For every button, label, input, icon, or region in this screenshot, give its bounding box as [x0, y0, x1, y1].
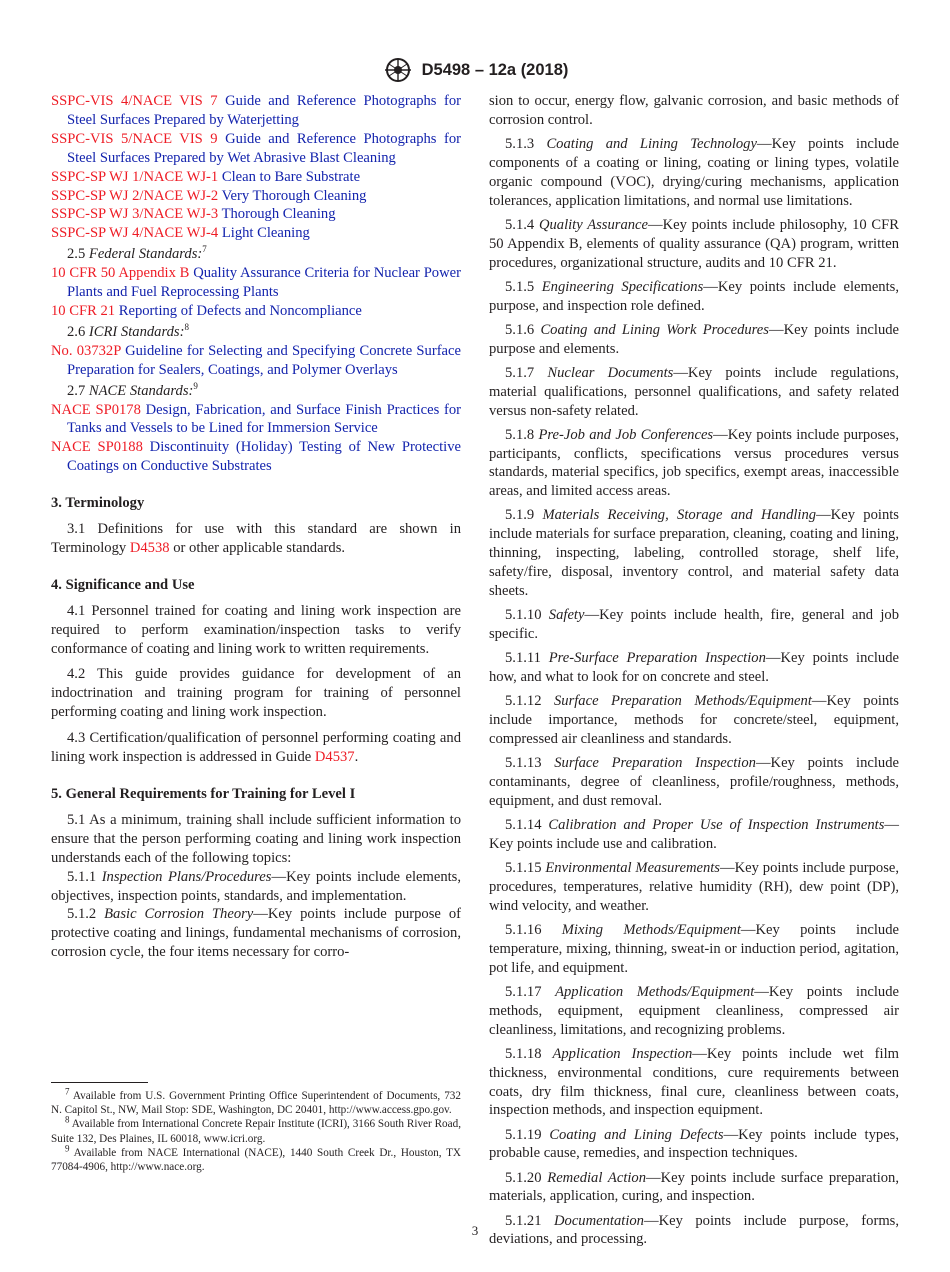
- paragraph-5-1-2: [51, 905, 461, 962]
- reference-title-link[interactable]: Light Cleaning: [221, 225, 310, 242]
- paragraph-continuation: sion to occur, energy flow, galvanic corrosion, and basic methods of corrosion control.: [489, 93, 899, 128]
- training-topic-item: [489, 1045, 899, 1121]
- paragraph-5-1: 5.1 As a minimum, training shall include sufficient information to ensure that the person performing coating and lining work inspection understands each of the following topics:: [51, 811, 461, 866]
- item-number: 5.1.4: [505, 216, 535, 233]
- reference-code-link[interactable]: SSPC-VIS 5/NACE VIS 9: [51, 130, 218, 147]
- training-topic-list: [489, 135, 899, 1249]
- item-term: Nuclear Documents: [547, 364, 674, 381]
- item-term: Pre-Surface Preparation Inspection: [548, 650, 766, 667]
- item-text: —Key points include purpose, procedures, temperatures, relative humidity (RH), dew point (DP), wind velocity, and weather.: [489, 859, 899, 914]
- section-heading-training: 5. General Requirements for Training for Level I: [51, 786, 356, 802]
- section-title: ICRI Standards:: [88, 323, 185, 340]
- item-number: 5.1.18: [505, 1045, 542, 1062]
- reference-item: [51, 168, 461, 187]
- item-number: 5.1.3: [505, 136, 535, 152]
- item-text: —Key points include importance, methods for concrete/steel, equipment, compressed air cleanliness and standards.: [489, 693, 899, 747]
- item-number: 5.1.19: [505, 1126, 542, 1143]
- reference-item: [51, 187, 461, 206]
- reference-title-link[interactable]: Discontinuity (Holiday) Testing of New Protective Coatings on Conductive Substrates: [67, 439, 461, 475]
- astm-logo-icon: [382, 57, 414, 83]
- training-topic-item: [489, 649, 899, 687]
- reference-item: [51, 342, 461, 380]
- footnote-9: [51, 1143, 461, 1174]
- item-number: 5.1.14: [505, 816, 542, 833]
- section-title: Federal Standards:: [88, 246, 203, 263]
- reference-code-link[interactable]: 10 CFR 50 Appendix B: [51, 265, 190, 282]
- item-term: Application Inspection: [552, 1045, 693, 1062]
- paragraph-3-1: [51, 520, 461, 558]
- training-topic-item: [489, 816, 899, 854]
- reference-title-link[interactable]: Thorough Cleaning: [221, 206, 336, 223]
- item-term: Materials Receiving, Storage and Handling: [542, 507, 817, 524]
- item-number: 5.1.8: [505, 426, 535, 443]
- reference-item: [51, 302, 461, 321]
- item-term: Pre-Job and Job Conferences: [538, 426, 714, 443]
- training-topic-item: [489, 1126, 899, 1164]
- paragraph-5-1-1: [51, 868, 461, 906]
- item-number: 5.1.13: [505, 755, 542, 772]
- footnote-mark: 9: [65, 1143, 70, 1154]
- reference-title-link[interactable]: Guide and Reference Photographs for Steel Surfaces Prepared by Wet Abrasive Blast Cleaning: [67, 130, 462, 166]
- reference-title-link[interactable]: Clean to Bare Substrate: [221, 168, 361, 185]
- reference-title-link[interactable]: Very Thorough Cleaning: [221, 187, 367, 204]
- footnote-divider: [51, 1082, 148, 1083]
- footnote-7: [51, 1086, 461, 1117]
- reference-title-link[interactable]: Quality Assurance Criteria for Nuclear Power Plants and Fuel Reprocessing Plants: [67, 265, 461, 301]
- reference-title-link[interactable]: Design, Fabrication, and Surface Finish Practices for Tanks and Vessels to be Lined for Immersion Service: [67, 401, 461, 437]
- item-term: Coating and Lining Defects: [549, 1126, 724, 1143]
- item-number: 5.1.10: [505, 607, 542, 624]
- item-term: Remedial Action: [547, 1169, 647, 1186]
- reference-item: [51, 92, 461, 130]
- footnote-mark: 7: [65, 1086, 70, 1097]
- item-number: 5.1.11: [505, 650, 541, 667]
- item-number: 5.1.1: [67, 868, 97, 885]
- footnote-mark: 9: [193, 380, 198, 391]
- item-term: Safety: [548, 607, 585, 624]
- item-term: Calibration and Proper Use of Inspection Instruments: [548, 816, 885, 833]
- paragraph-text: 3.1 Definitions for use with this standard are shown in Terminology: [51, 521, 461, 556]
- section-number: 2.6: [67, 323, 86, 340]
- footnote-mark: 8: [184, 322, 189, 333]
- reference-title-link[interactable]: Reporting of Defects and Noncompliance: [118, 302, 362, 319]
- item-text: —Key points include how, and what to look for on concrete and steel.: [489, 650, 900, 686]
- item-number: 5.1.12: [505, 693, 542, 710]
- section-number: 2.7: [67, 382, 86, 399]
- item-term: Application Methods/Equipment: [555, 983, 755, 1000]
- reference-code-link[interactable]: No. 03732P: [51, 342, 121, 359]
- item-term: Coating and Lining Work Procedures: [540, 321, 769, 338]
- item-term: Basic Corrosion Theory: [104, 906, 254, 923]
- subsection-heading-nace: [51, 382, 461, 401]
- training-topic-item: [489, 606, 899, 644]
- paragraph-text: 4.3 Certification/qualification of personnel performing coating and lining work inspection is addressed in Guide: [51, 730, 461, 766]
- reference-code-link[interactable]: NACE SP0178: [51, 401, 141, 418]
- training-topic-item: [489, 321, 899, 359]
- item-text: —Key points include surface preparation, materials, application, curing, and inspection.: [489, 1169, 899, 1205]
- training-topic-item: [489, 426, 899, 502]
- item-term: Environmental Measurements: [545, 859, 720, 876]
- item-term: Surface Preparation Methods/Equipment: [553, 693, 812, 710]
- item-number: 5.1.5: [505, 278, 535, 295]
- page-number: 3: [471, 1223, 479, 1238]
- item-text: —Key points include wet film thickness, environmental conditions, cure requirements between coats, dry film thickness, final cure, cleanliness between coats, inspection methods, and inspection equipment.: [489, 1045, 899, 1119]
- footnote-text: Available from NACE International (NACE), 1440 South Creek Dr., Houston, TX 77084-4906, http://www.nace.org.: [51, 1146, 461, 1174]
- item-text: —Key points include temperature, mixing, thinning, sweat-in or induction period, agitation, pot life, and equipment.: [489, 921, 900, 976]
- paragraph-4-2: 4.2 This guide provides guidance for development of an indoctrination and training program for training of personnel performing coating and lining work inspection.: [51, 666, 461, 721]
- item-number: 5.1.16: [505, 921, 542, 938]
- training-topic-item: [489, 1169, 899, 1207]
- training-topic-item: [489, 754, 899, 811]
- reference-item: [51, 205, 461, 224]
- item-text: —Key points include purposes, participants, conflicts, specifications versus procedures versus standards, material specifics, job specifics, exempt areas, inaccessible areas, and limited access areas.: [489, 426, 899, 500]
- item-number: 5.1.17: [505, 983, 542, 1000]
- paragraph-4-1: 4.1 Personnel trained for coating and lining work inspection are required to perform examination/inspection tasks to verify conformance of coating and lining work to written requirements.: [51, 602, 461, 657]
- reference-code-link[interactable]: SSPC-SP WJ 4/NACE WJ-4: [51, 225, 219, 242]
- item-term: Quality Assurance: [538, 216, 648, 233]
- item-text: —Key points include use and calibration.: [489, 816, 900, 852]
- section-heading-terminology: 3. Terminology: [51, 495, 145, 512]
- training-topic-item: [489, 983, 899, 1040]
- reference-title-link[interactable]: Guideline for Selecting and Specifying Concrete Surface Preparation for Sealers, Coatings, and Polymer Overlays: [67, 342, 461, 378]
- page-header: [0, 56, 950, 84]
- subsection-heading-icri: [51, 323, 461, 342]
- item-number: 5.1.9: [505, 507, 535, 524]
- item-number: 5.1.15: [505, 859, 542, 876]
- reference-code-link[interactable]: SSPC-SP WJ 2/NACE WJ-2: [51, 187, 219, 204]
- item-text: —Key points include purpose, forms, deviations, and processing.: [489, 1212, 900, 1248]
- training-topic-item: [489, 692, 899, 749]
- item-term: Coating and Lining Technology: [546, 136, 757, 152]
- reference-item: [51, 438, 461, 476]
- item-number: 5.1.7: [505, 364, 535, 381]
- training-topic-item: [489, 506, 899, 601]
- paragraph-text: .: [354, 749, 359, 766]
- training-topic-item: [489, 135, 899, 211]
- item-number: 5.1.21: [505, 1212, 542, 1229]
- reference-item: [51, 224, 461, 243]
- item-term: Documentation: [553, 1212, 644, 1229]
- standard-link-d4537[interactable]: D4537: [314, 749, 355, 766]
- item-text: —Key points include elements, objectives, inspection points, standards, and implementation.: [51, 868, 461, 904]
- item-term: Mixing Methods/Equipment: [561, 921, 741, 938]
- item-text: —Key points include methods, equipment, equipment cleanliness, compressed air cleanliness, limitations, and recognizing problems.: [489, 983, 899, 1038]
- footnote-text: Available from U.S. Government Printing Office Superintendent of Documents, 732 N. Capitol St., NW, Mail Stop: SDE, Washington, DC 20401, http://www.access.gpo.gov.: [51, 1090, 461, 1117]
- reference-code-link[interactable]: SSPC-VIS 4/NACE VIS 7: [51, 93, 218, 109]
- footnote-mark: 7: [202, 244, 207, 255]
- reference-code-link[interactable]: NACE SP0188: [51, 439, 143, 456]
- subsection-heading-federal: [51, 245, 461, 264]
- section-heading-significance: 4. Significance and Use: [51, 576, 195, 593]
- section-number: 2.5: [67, 246, 86, 263]
- item-text: —Key points include purpose of protective coating and linings, fundamental mechanisms of corrosion, corrosion cycle, the four items necessary for corro-: [51, 906, 461, 961]
- item-text: —Key points include regulations, material qualifications, personnel qualifications, and safety related versus non-safety related.: [489, 364, 899, 419]
- document-designation: D5498 – 12a (2018): [421, 60, 569, 79]
- training-topic-item: [489, 859, 899, 916]
- item-text: —Key points include philosophy, 10 CFR 50 Appendix B, elements of quality assurance (QA) program, written procedures, organizational structure, audits and 10 CFR 21.: [489, 216, 899, 271]
- item-term: Inspection Plans/Procedures: [101, 868, 272, 885]
- item-text: —Key points include health, fire, general and job specific.: [489, 607, 899, 643]
- footnote-mark: 8: [65, 1114, 70, 1125]
- item-text: —Key points include components of a coating or lining, coating or lining types, volatile organic compound (VOC), drying/curing mechanisms, application tolerances, application limitations, and normal use limitations.: [489, 136, 899, 209]
- reference-item: [51, 264, 461, 302]
- standard-link-d4538[interactable]: D4538: [129, 539, 170, 556]
- item-number: 5.1.6: [505, 321, 535, 338]
- footnote-8: [51, 1114, 461, 1145]
- item-text: —Key points include types, probable cause, remedies, and inspection techniques.: [489, 1126, 899, 1162]
- footnotes: [51, 1086, 461, 1174]
- item-text: —Key points include purpose and elements.: [489, 321, 900, 357]
- training-topic-item: [489, 364, 899, 421]
- item-number: 5.1.20: [505, 1169, 542, 1186]
- reference-title-link[interactable]: Guide and Reference Photographs for Steel Surfaces Prepared by Waterjetting: [67, 93, 462, 128]
- item-text: —Key points include contaminants, degree of cleanliness, profile/roughness, methods, equipment, and dust removal.: [489, 755, 899, 809]
- reference-item: [51, 401, 461, 439]
- item-text: —Key points include elements, purpose, and inspection role defined.: [489, 278, 899, 314]
- item-term: Engineering Specifications: [541, 278, 704, 295]
- reference-code-link[interactable]: 10 CFR 21: [51, 302, 116, 319]
- training-topic-item: [489, 921, 899, 978]
- right-column: [489, 92, 899, 1255]
- reference-list-sspc: [51, 92, 461, 243]
- reference-item: [51, 130, 461, 168]
- training-topic-item: [489, 278, 899, 316]
- training-topic-item: [489, 216, 899, 273]
- footnote-text: Available from International Concrete Repair Institute (ICRI), 3166 South River Road, Suite 132, Des Plaines, IL 60018, www.icri.org.: [51, 1118, 461, 1145]
- left-column: [51, 92, 461, 962]
- paragraph-4-3: [51, 729, 461, 767]
- item-number: 5.1.2: [67, 906, 97, 923]
- item-text: —Key points include materials for surface preparation, cleaning, coating and lining, thinning, inspecting, labeling, controlled storage, shelf life, safety/fire, disposal, inventory control, and material safety data sheets.: [489, 507, 899, 600]
- paragraph-text: or other applicable standards.: [169, 539, 346, 556]
- item-term: Surface Preparation Inspection: [554, 755, 756, 772]
- reference-code-link[interactable]: SSPC-SP WJ 3/NACE WJ-3: [51, 206, 219, 223]
- reference-code-link[interactable]: SSPC-SP WJ 1/NACE WJ-1: [51, 168, 219, 185]
- section-title: NACE Standards:: [88, 382, 194, 399]
